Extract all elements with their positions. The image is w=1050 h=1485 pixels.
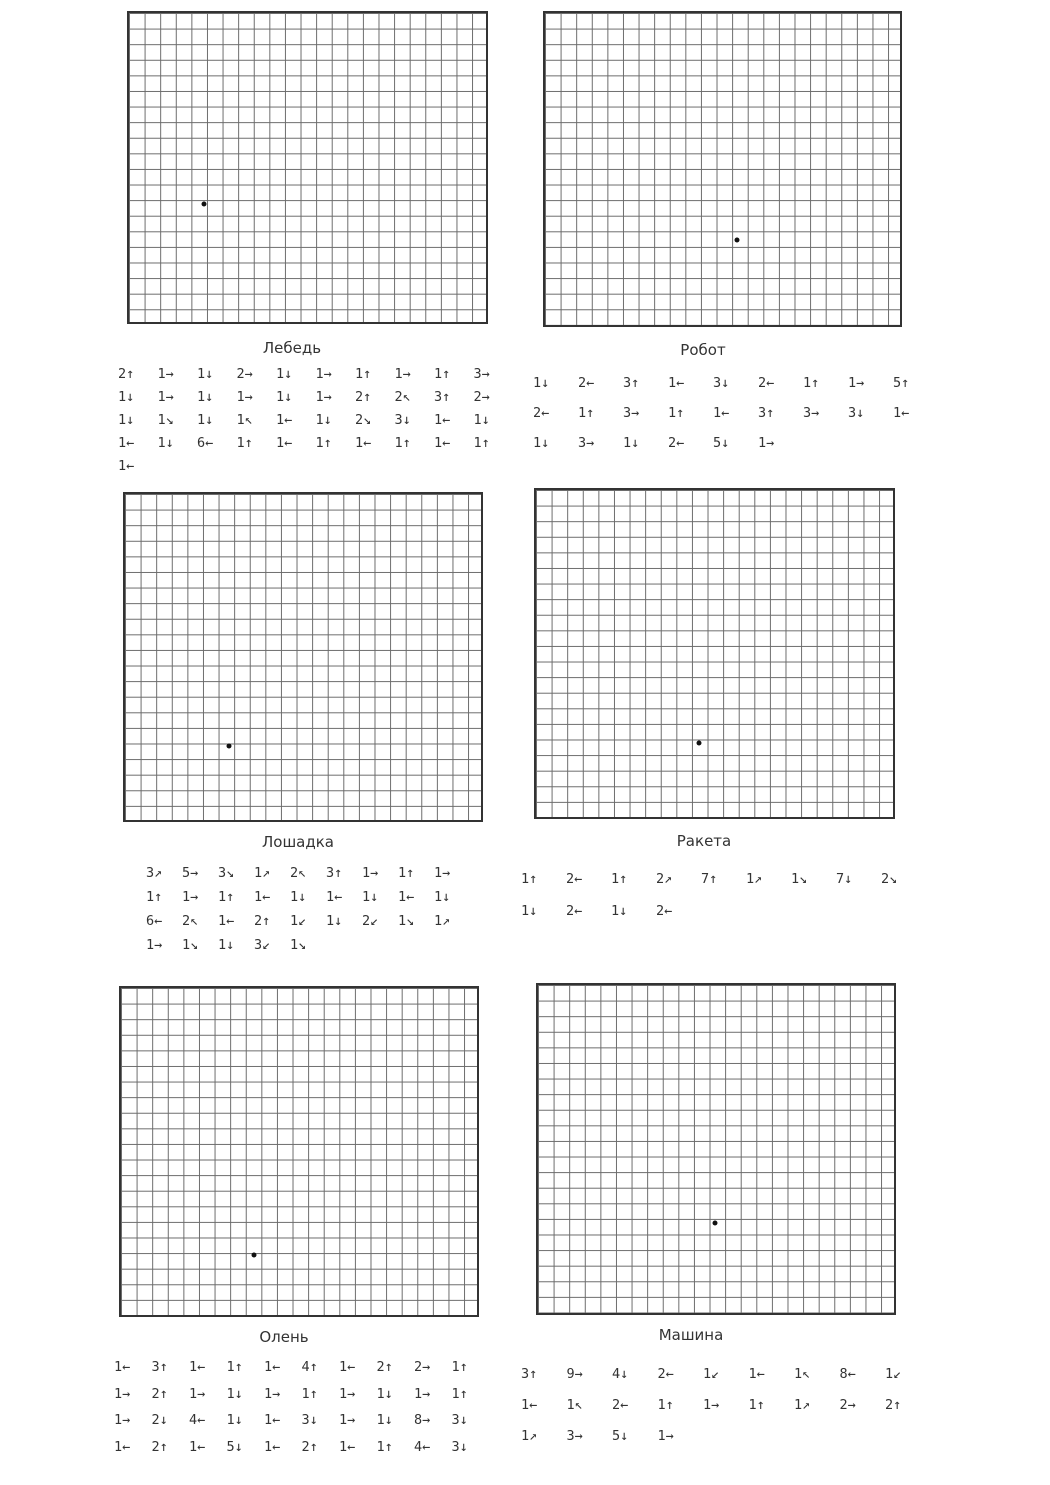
move-instruction: 1↙ xyxy=(885,1366,902,1382)
move-instruction: 1→ xyxy=(657,1428,674,1444)
moves-rocket xyxy=(521,863,926,927)
move-instruction: 1← xyxy=(264,1438,281,1455)
move-instruction: 1↗ xyxy=(434,913,451,929)
puzzle-title-horse: Лошадка xyxy=(262,833,334,851)
move-instruction: 1← xyxy=(355,435,372,451)
move-instruction: 5→ xyxy=(182,865,199,881)
move-instruction: 1← xyxy=(434,435,451,451)
move-instruction: 1→ xyxy=(434,865,451,881)
move-instruction: 1↓ xyxy=(197,412,214,428)
move-instruction: 1↑ xyxy=(473,435,490,451)
move-instruction: 1→ xyxy=(146,937,163,953)
move-instruction: 3↓ xyxy=(394,412,411,428)
move-instruction: 1↑ xyxy=(146,889,163,905)
moves-row xyxy=(521,1359,931,1390)
grid-horse xyxy=(123,492,483,822)
moves-row xyxy=(146,933,470,957)
move-instruction: 2← xyxy=(758,375,775,391)
move-instruction: 2↑ xyxy=(151,1385,168,1402)
move-instruction: 2← xyxy=(657,1366,674,1382)
move-instruction: 1↓ xyxy=(473,412,490,428)
move-instruction: 2→ xyxy=(839,1397,856,1413)
move-instruction: 2↘ xyxy=(355,412,372,428)
move-instruction: 1← xyxy=(668,375,685,391)
move-instruction: 3→ xyxy=(578,435,595,451)
move-instruction: 1→ xyxy=(157,366,174,382)
move-instruction: 1→ xyxy=(182,889,199,905)
move-instruction: 5↓ xyxy=(226,1438,243,1455)
move-instruction: 2↘ xyxy=(881,871,898,887)
moves-row xyxy=(118,386,513,409)
move-instruction: 5↓ xyxy=(713,435,730,451)
move-instruction: 2→ xyxy=(414,1359,431,1375)
moves-horse xyxy=(146,861,470,957)
move-instruction: 1↓ xyxy=(623,435,640,451)
start-dot-swan xyxy=(202,202,207,207)
move-instruction: 5↑ xyxy=(893,375,910,391)
move-instruction: 3↗ xyxy=(146,865,163,881)
move-instruction: 2← xyxy=(668,435,685,451)
moves-row xyxy=(521,1390,931,1421)
move-instruction: 1→ xyxy=(114,1385,131,1402)
moves-row xyxy=(114,1354,489,1381)
move-instruction: 1→ xyxy=(848,375,865,391)
move-instruction: 1→ xyxy=(157,389,174,405)
move-instruction: 1↓ xyxy=(226,1412,243,1428)
move-instruction: 3→ xyxy=(473,366,490,382)
move-instruction: 1↑ xyxy=(218,889,235,905)
move-instruction: 2↑ xyxy=(885,1397,902,1413)
move-instruction: 1↓ xyxy=(276,366,293,382)
move-instruction: 1↙ xyxy=(290,913,307,929)
move-instruction: 1↑ xyxy=(301,1385,318,1402)
move-instruction: 1← xyxy=(264,1412,281,1428)
move-instruction: 1↑ xyxy=(226,1359,243,1375)
move-instruction: 1↑ xyxy=(376,1438,393,1455)
move-instruction: 1↓ xyxy=(533,375,550,391)
move-instruction: 2↑ xyxy=(355,389,372,405)
move-instruction: 2↙ xyxy=(362,913,379,929)
move-instruction: 2↖ xyxy=(182,913,199,929)
moves-row xyxy=(521,863,926,895)
move-instruction: 1↑ xyxy=(434,366,451,382)
move-instruction: 1↓ xyxy=(326,913,343,929)
move-instruction: 1↖ xyxy=(566,1397,583,1413)
moves-row xyxy=(533,428,938,458)
move-instruction: 1← xyxy=(398,889,415,905)
move-instruction: 4↓ xyxy=(612,1366,629,1382)
move-instruction: 1↓ xyxy=(197,389,214,405)
grid-deer xyxy=(119,986,479,1317)
move-instruction: 1← xyxy=(189,1438,206,1455)
move-instruction: 1→ xyxy=(236,389,253,405)
move-instruction: 1↓ xyxy=(197,366,214,382)
move-instruction: 1← xyxy=(276,412,293,428)
move-instruction: 1↑ xyxy=(355,366,372,382)
move-instruction: 5↓ xyxy=(612,1428,629,1444)
move-instruction: 1↑ xyxy=(236,435,253,451)
moves-row xyxy=(114,1407,489,1434)
moves-row xyxy=(521,1421,931,1452)
move-instruction: 1↑ xyxy=(451,1385,468,1402)
move-instruction: 2↓ xyxy=(151,1412,168,1428)
move-instruction: 1← xyxy=(118,458,135,474)
move-instruction: 2← xyxy=(566,871,583,887)
move-instruction: 1← xyxy=(326,889,343,905)
move-instruction: 1↘ xyxy=(157,412,174,428)
puzzle-title-deer: Олень xyxy=(259,1328,309,1346)
move-instruction: 6← xyxy=(146,913,163,929)
move-instruction: 3↑ xyxy=(326,865,343,881)
move-instruction: 1↓ xyxy=(533,435,550,451)
move-instruction: 1← xyxy=(521,1397,538,1413)
move-instruction: 1↓ xyxy=(315,412,332,428)
move-instruction: 1→ xyxy=(758,435,775,451)
move-instruction: 1↓ xyxy=(376,1385,393,1402)
moves-row xyxy=(118,455,513,478)
move-instruction: 1→ xyxy=(315,389,332,405)
move-instruction: 1→ xyxy=(315,366,332,382)
moves-row xyxy=(118,409,513,432)
move-instruction: 1← xyxy=(189,1359,206,1375)
move-instruction: 4↑ xyxy=(301,1359,318,1375)
puzzle-title-car: Машина xyxy=(658,1326,724,1344)
move-instruction: 1← xyxy=(339,1359,356,1375)
move-instruction: 2← xyxy=(533,405,550,421)
move-instruction: 1↑ xyxy=(521,871,538,887)
move-instruction: 2↑ xyxy=(376,1359,393,1375)
move-instruction: 9→ xyxy=(566,1366,583,1382)
move-instruction: 1↑ xyxy=(668,405,685,421)
moves-deer xyxy=(114,1354,489,1460)
move-instruction: 8→ xyxy=(414,1412,431,1428)
move-instruction: 1→ xyxy=(264,1385,281,1402)
moves-row xyxy=(114,1381,489,1408)
moves-row xyxy=(521,895,926,927)
move-instruction: 1↓ xyxy=(611,903,628,919)
move-instruction: 1↖ xyxy=(794,1366,811,1382)
grid-swan xyxy=(127,11,488,324)
move-instruction: 7↑ xyxy=(701,871,718,887)
move-instruction: 4← xyxy=(414,1438,431,1455)
move-instruction: 3↑ xyxy=(151,1359,168,1375)
move-instruction: 1↑ xyxy=(315,435,332,451)
move-instruction: 2↑ xyxy=(118,366,135,382)
start-dot-robot xyxy=(735,238,740,243)
puzzle-title-rocket: Ракета xyxy=(676,832,732,850)
start-dot-horse xyxy=(227,744,232,749)
move-instruction: 2← xyxy=(656,903,673,919)
move-instruction: 1↗ xyxy=(254,865,271,881)
grid-rocket xyxy=(534,488,895,819)
move-instruction: 1↗ xyxy=(794,1397,811,1413)
move-instruction: 1→ xyxy=(394,366,411,382)
move-instruction: 4← xyxy=(189,1412,206,1428)
move-instruction: 1↑ xyxy=(611,871,628,887)
moves-row xyxy=(146,861,470,885)
move-instruction: 1↓ xyxy=(434,889,451,905)
move-instruction: 3↙ xyxy=(254,937,271,953)
move-instruction: 1↓ xyxy=(521,903,538,919)
moves-row xyxy=(118,432,513,455)
start-dot-rocket xyxy=(697,741,702,746)
moves-row xyxy=(533,398,938,428)
move-instruction: 1← xyxy=(748,1366,765,1382)
move-instruction: 2↖ xyxy=(290,865,307,881)
move-instruction: 3↑ xyxy=(623,375,640,391)
move-instruction: 2← xyxy=(612,1397,629,1413)
move-instruction: 1→ xyxy=(339,1412,356,1428)
moves-car xyxy=(521,1359,931,1452)
moves-row xyxy=(118,363,513,386)
move-instruction: 2↑ xyxy=(301,1438,318,1455)
move-instruction: 1↗ xyxy=(521,1428,538,1444)
move-instruction: 1← xyxy=(713,405,730,421)
move-instruction: 7↓ xyxy=(836,871,853,887)
move-instruction: 1← xyxy=(339,1438,356,1455)
move-instruction: 1← xyxy=(434,412,451,428)
move-instruction: 1← xyxy=(114,1359,131,1375)
move-instruction: 1↑ xyxy=(394,435,411,451)
move-instruction: 3↑ xyxy=(758,405,775,421)
start-dot-deer xyxy=(252,1253,257,1258)
move-instruction: 1↓ xyxy=(362,889,379,905)
move-instruction: 1↓ xyxy=(118,389,135,405)
move-instruction: 1↓ xyxy=(118,412,135,428)
move-instruction: 2→ xyxy=(473,389,490,405)
move-instruction: 3↓ xyxy=(301,1412,318,1428)
move-instruction: 1→ xyxy=(414,1385,431,1402)
move-instruction: 1↘ xyxy=(791,871,808,887)
move-instruction: 8← xyxy=(839,1366,856,1382)
move-instruction: 3↘ xyxy=(218,865,235,881)
move-instruction: 1← xyxy=(254,889,271,905)
move-instruction: 1↙ xyxy=(703,1366,720,1382)
moves-row xyxy=(146,885,470,909)
move-instruction: 1→ xyxy=(189,1385,206,1402)
move-instruction: 1→ xyxy=(114,1412,131,1428)
move-instruction: 1← xyxy=(118,435,135,451)
move-instruction: 1↘ xyxy=(290,937,307,953)
move-instruction: 1↑ xyxy=(578,405,595,421)
move-instruction: 1↖ xyxy=(236,412,253,428)
move-instruction: 1→ xyxy=(339,1385,356,1402)
move-instruction: 3↑ xyxy=(434,389,451,405)
move-instruction: 2← xyxy=(578,375,595,391)
move-instruction: 1↓ xyxy=(276,389,293,405)
move-instruction: 3↓ xyxy=(713,375,730,391)
move-instruction: 6← xyxy=(197,435,214,451)
move-instruction: 1↑ xyxy=(657,1397,674,1413)
move-instruction: 1↓ xyxy=(226,1385,243,1402)
move-instruction: 1→ xyxy=(703,1397,720,1413)
move-instruction: 1↗ xyxy=(746,871,763,887)
move-instruction: 1↘ xyxy=(182,937,199,953)
puzzle-title-robot: Робот xyxy=(680,341,726,359)
move-instruction: 3↓ xyxy=(451,1438,468,1455)
move-instruction: 3→ xyxy=(803,405,820,421)
moves-row xyxy=(146,909,470,933)
grid-robot xyxy=(543,11,902,327)
move-instruction: 1← xyxy=(264,1359,281,1375)
start-dot-car xyxy=(713,1221,718,1226)
moves-swan xyxy=(118,363,513,478)
move-instruction: 1→ xyxy=(362,865,379,881)
move-instruction: 1↓ xyxy=(218,937,235,953)
move-instruction: 2← xyxy=(566,903,583,919)
move-instruction: 1↑ xyxy=(398,865,415,881)
move-instruction: 2↑ xyxy=(151,1438,168,1455)
move-instruction: 3↓ xyxy=(451,1412,468,1428)
move-instruction: 2↑ xyxy=(254,913,271,929)
move-instruction: 1↘ xyxy=(398,913,415,929)
move-instruction: 2↖ xyxy=(394,389,411,405)
grid-car xyxy=(536,983,896,1315)
move-instruction: 3↓ xyxy=(848,405,865,421)
puzzle-title-swan: Лебедь xyxy=(262,339,322,357)
move-instruction: 1↓ xyxy=(376,1412,393,1428)
move-instruction: 2↗ xyxy=(656,871,673,887)
move-instruction: 1← xyxy=(218,913,235,929)
move-instruction: 1← xyxy=(276,435,293,451)
move-instruction: 1↑ xyxy=(451,1359,468,1375)
move-instruction: 1↓ xyxy=(290,889,307,905)
move-instruction: 3→ xyxy=(566,1428,583,1444)
moves-row xyxy=(533,368,938,398)
move-instruction: 1↑ xyxy=(803,375,820,391)
move-instruction: 3↑ xyxy=(521,1366,538,1382)
move-instruction: 2→ xyxy=(236,366,253,382)
moves-row xyxy=(114,1434,489,1461)
move-instruction: 3→ xyxy=(623,405,640,421)
move-instruction: 1↓ xyxy=(157,435,174,451)
moves-robot xyxy=(533,368,938,458)
move-instruction: 1← xyxy=(114,1438,131,1455)
move-instruction: 1↑ xyxy=(748,1397,765,1413)
move-instruction: 1← xyxy=(893,405,910,421)
